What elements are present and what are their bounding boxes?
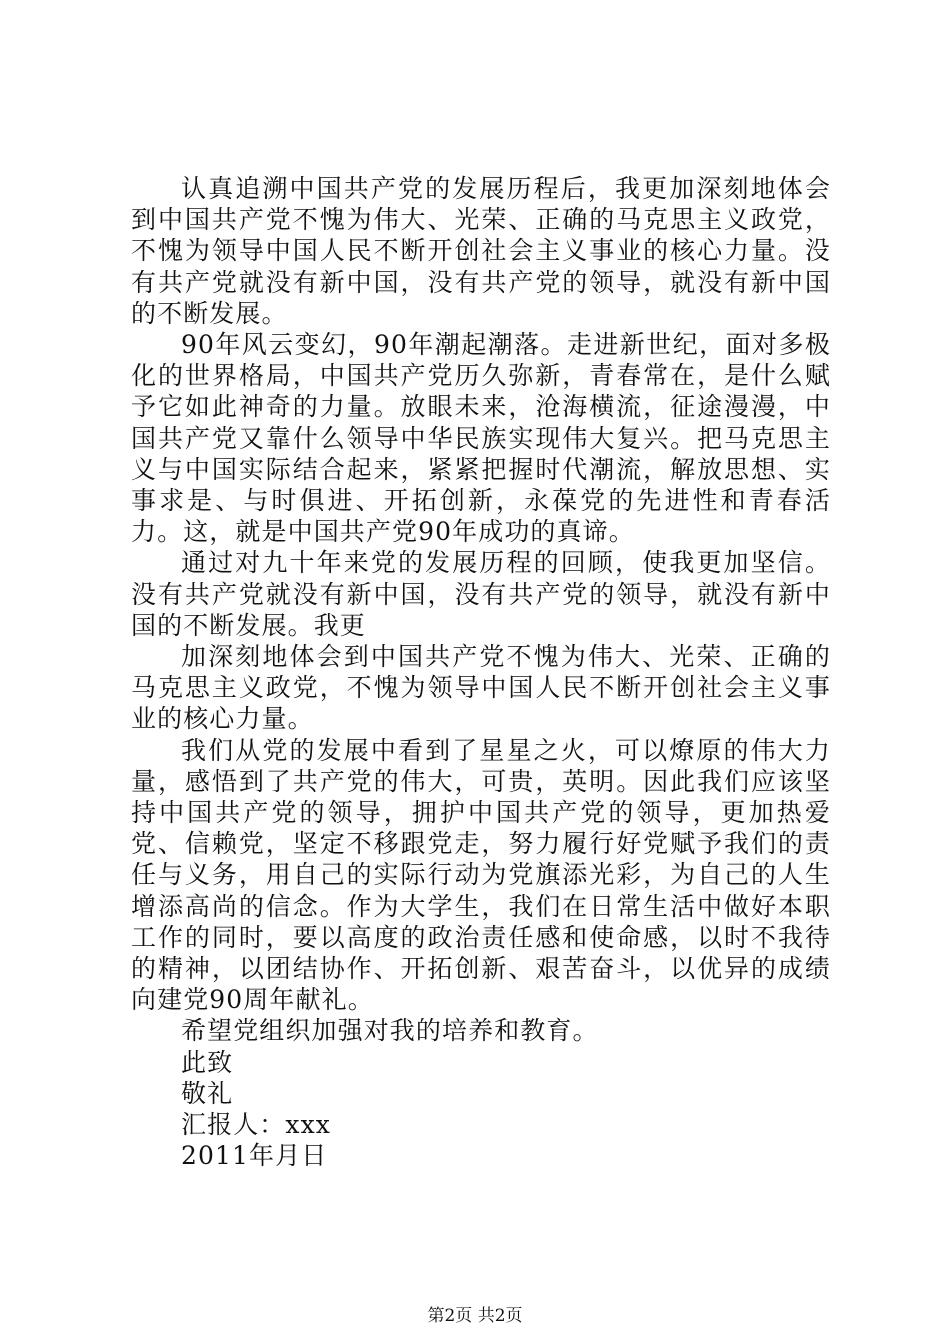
paragraph-5: 我们从党的发展中看到了星星之火，可以燎原的伟大力量，感悟到了共产党的伟大，可贵，英明。因此我们应该坚持中国共产党的领导，拥护中国共产党的领导，更加热爱党、信赖党，坚定不移跟党走，努力履行好党赋予我们的责任与义务，用自己的实际行动为党旗添光彩，为自己的人生增添高尚的信念。作为大学生，我们在日常生活中做好本职工作的同时，要以高度的政治责任感和使命感，以时不我待的精神，以团结协作、开拓创新、艰苦奋斗，以优异的成绩向建党90周年献礼。 bbox=[131, 735, 831, 1015]
reporter-signature: 汇报人：xxx bbox=[181, 1110, 331, 1140]
closing-salutation-1: 此致 bbox=[181, 1047, 234, 1077]
report-date: 2011年月日 bbox=[181, 1141, 328, 1171]
closing-salutation-2: 敬礼 bbox=[181, 1078, 234, 1108]
paragraph-6: 希望党组织加强对我的培养和教育。 bbox=[181, 1016, 599, 1046]
page-number-footer: 第2页 共2页 bbox=[427, 1306, 523, 1326]
paragraph-2: 90年风云变幻，90年潮起潮落。走进新世纪，面对多极化的世界格局，中国共产党历久弥新，青春常在，是什么赋予它如此神奇的力量。放眼未来，沧海横流，征途漫漫，中国共产党又靠什么领导中华民族实现伟大复兴。把马克思主义与中国实际结合起来，紧紧把握时代潮流，解放思想、实事求是、与时俱进、开拓创新，永葆党的先进性和青春活力。这，就是中国共产党90年成功的真谛。 bbox=[131, 330, 831, 547]
paragraph-1: 认真追溯中国共产党的发展历程后，我更加深刻地体会到中国共产党不愧为伟大、光荣、正确的马克思主义政党，不愧为领导中国人民不断开创社会主义事业的核心力量。没有共产党就没有新中国，没有共产党的领导，就没有新中国的不断发展。 bbox=[131, 174, 831, 328]
paragraph-4: 加深刻地体会到中国共产党不愧为伟大、光荣、正确的马克思主义政党，不愧为领导中国人民不断开创社会主义事业的核心力量。 bbox=[131, 642, 831, 734]
document-body bbox=[131, 173, 831, 1172]
paragraph-3: 通过对九十年来党的发展历程的回顾，使我更加坚信。没有共产党就没有新中国，没有共产党的领导，就没有新中国的不断发展。我更 bbox=[131, 548, 831, 640]
